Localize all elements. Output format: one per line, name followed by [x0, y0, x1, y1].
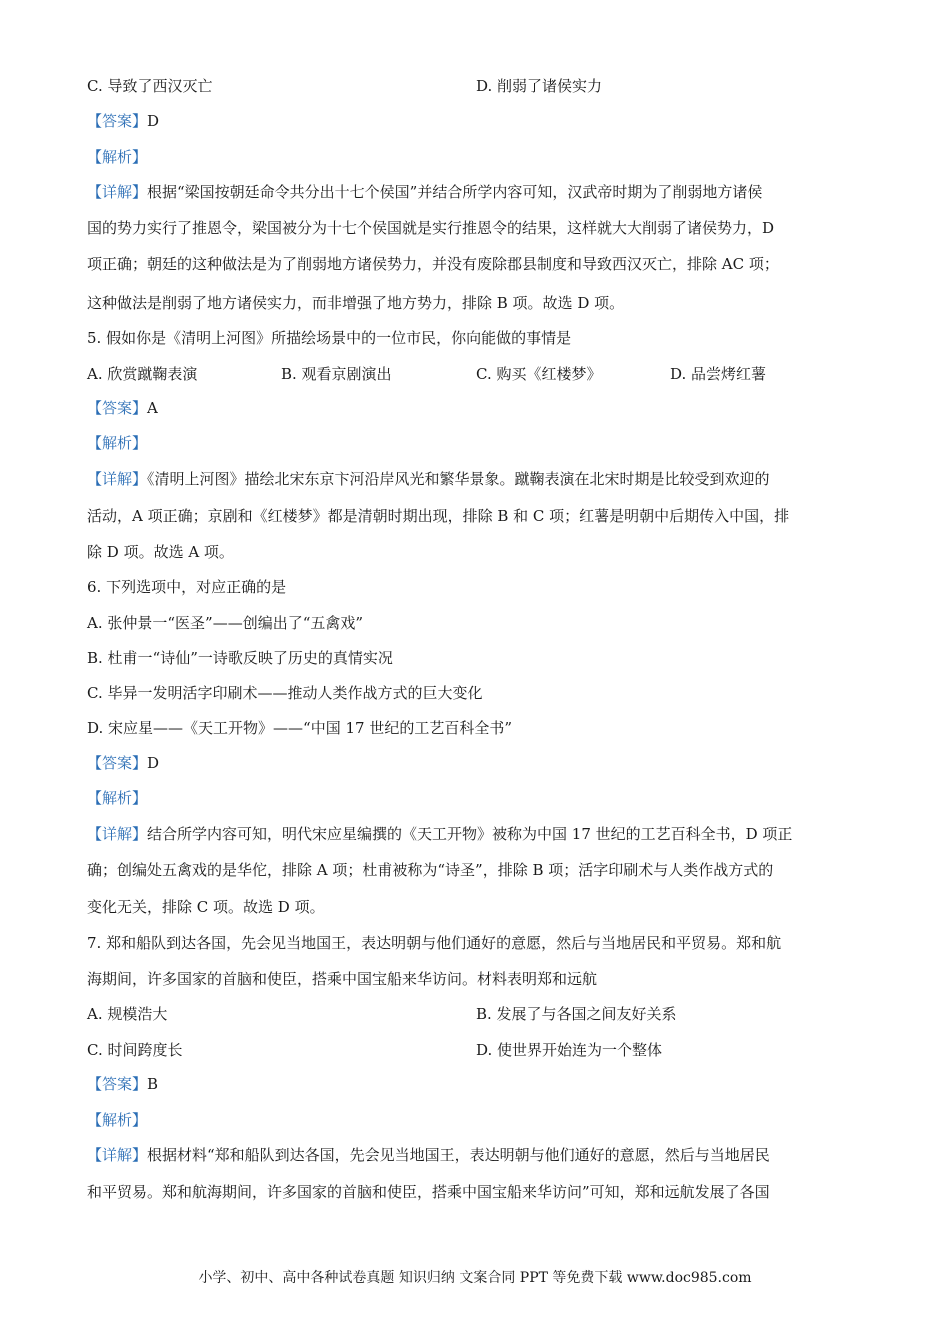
q7-stem-line-2: 海期间，许多国家的首脑和使臣，搭乘中国宝船来华访问。材料表明郑和远航 [87, 970, 598, 988]
q4-detail-line-3: 项正确；朝廷的这种做法是为了削弱地方诸侯势力，并没有废除郡县制度和导致西汉灭亡，排除 AC 项； [87, 255, 779, 273]
detail-tag: 【详解】 [87, 470, 148, 488]
detail-tag: 【详解】 [87, 825, 148, 843]
answer-tag: 【答案】 [87, 399, 148, 417]
q7-detail-line-1 [87, 1145, 770, 1165]
q5-option-c: C. 购买《红楼梦》 [476, 365, 602, 383]
detail-text: 根据“梁国按朝廷命令共分出十七个侯国”并结合所学内容可知，汉武帝时期为了削弱地方诸侯 [147, 183, 763, 201]
q6-analysis-tag: 【解析】 [87, 789, 148, 807]
q7-option-c: C. 时间跨度长 [87, 1041, 183, 1059]
q4-detail-line-2: 国的势力实行了推恩令，梁国被分为十七个侯国就是实行推恩令的结果，这样就大大削弱了诸侯势力，D [87, 219, 775, 237]
detail-tag: 【详解】 [87, 183, 148, 201]
q5-detail-line-3: 除 D 项。故选 A 项。 [87, 543, 234, 561]
answer-value: B [147, 1075, 159, 1093]
q7-option-b: B. 发展了与各国之间友好关系 [476, 1005, 677, 1023]
q4-detail-line-4: 这种做法是削弱了地方诸侯实力，而非增强了地方势力，排除 B 项。故选 D 项。 [87, 294, 625, 312]
q4-analysis-tag: 【解析】 [87, 148, 148, 166]
q5-option-d: D. 品尝烤红薯 [670, 365, 767, 383]
q7-analysis-tag: 【解析】 [87, 1111, 148, 1129]
q7-answer [87, 1074, 158, 1094]
answer-value: D [147, 112, 160, 130]
q4-option-d: D. 削弱了诸侯实力 [476, 77, 603, 95]
q7-option-d: D. 使世界开始连为一个整体 [476, 1041, 663, 1059]
q7-detail-line-2: 和平贸易。郑和航海期间，许多国家的首脑和使臣，搭乘中国宝船来华访问”可知，郑和远航发展了各国 [87, 1183, 770, 1201]
q5-analysis-tag: 【解析】 [87, 434, 148, 452]
page-footer: 小学、初中、高中各种试卷真题 知识归纳 文案合同 PPT 等免费下载 www.doc985.com [198, 1270, 752, 1286]
q4-detail-line-1 [87, 182, 762, 202]
q6-detail-line-2: 确；创编处五禽戏的是华佗，排除 A 项；杜甫被称为“诗圣”，排除 B 项；活字印刷术与人类作战方式的 [87, 861, 774, 879]
q5-answer [87, 398, 158, 418]
answer-value: A [147, 399, 158, 417]
answer-tag: 【答案】 [87, 112, 148, 130]
detail-text: 根据材料“郑和船队到达各国，先会见当地国王，表达明朝与他们通好的意愿，然后与当地居民 [147, 1146, 770, 1164]
q6-option-a: A. 张仲景一“医圣”——创编出了“五禽戏” [87, 614, 364, 632]
q6-detail-line-3: 变化无关，排除 C 项。故选 D 项。 [87, 898, 325, 916]
answer-tag: 【答案】 [87, 754, 148, 772]
q5-option-b: B. 观看京剧演出 [281, 365, 392, 383]
q6-option-d: D. 宋应星——《天工开物》——“中国 17 世纪的工艺百科全书” [87, 719, 512, 737]
q7-option-a: A. 规模浩大 [87, 1005, 168, 1023]
q5-detail-line-1 [87, 469, 770, 489]
q5-detail-line-2: 活动，A 项正确；京剧和《红楼梦》都是清朝时期出现，排除 B 和 C 项；红薯是明朝中后期传入中国，排 [87, 507, 790, 525]
q7-stem-line-1: 7. 郑和船队到达各国，先会见当地国王，表达明朝与他们通好的意愿，然后与当地居民和平贸易。郑和航 [87, 934, 782, 952]
q4-option-c: C. 导致了西汉灭亡 [87, 77, 213, 95]
q6-detail-line-1 [87, 824, 792, 844]
q5-option-a: A. 欣赏蹴鞠表演 [87, 365, 198, 383]
q6-option-b: B. 杜甫一“诗仙”一诗歌反映了历史的真情实况 [87, 649, 393, 667]
q4-answer [87, 111, 159, 131]
detail-text: 《清明上河图》描绘北宋东京卞河沿岸风光和繁华景象。蹴鞠表演在北宋时期是比较受到欢迎的 [147, 470, 770, 488]
q6-option-c: C. 毕异一发明活字印刷术——推动人类作战方式的巨大变化 [87, 684, 483, 702]
answer-tag: 【答案】 [87, 1075, 148, 1093]
q6-stem: 6. 下列选项中，对应正确的是 [87, 578, 287, 596]
q6-answer [87, 753, 159, 773]
detail-text: 结合所学内容可知，明代宋应星编撰的《天工开物》被称为中国 17 世纪的工艺百科全书，D 项正 [147, 825, 793, 843]
q5-stem: 5. 假如你是《清明上河图》所描绘场景中的一位市民，你向能做的事情是 [87, 329, 572, 347]
detail-tag: 【详解】 [87, 1146, 148, 1164]
answer-value: D [147, 754, 160, 772]
